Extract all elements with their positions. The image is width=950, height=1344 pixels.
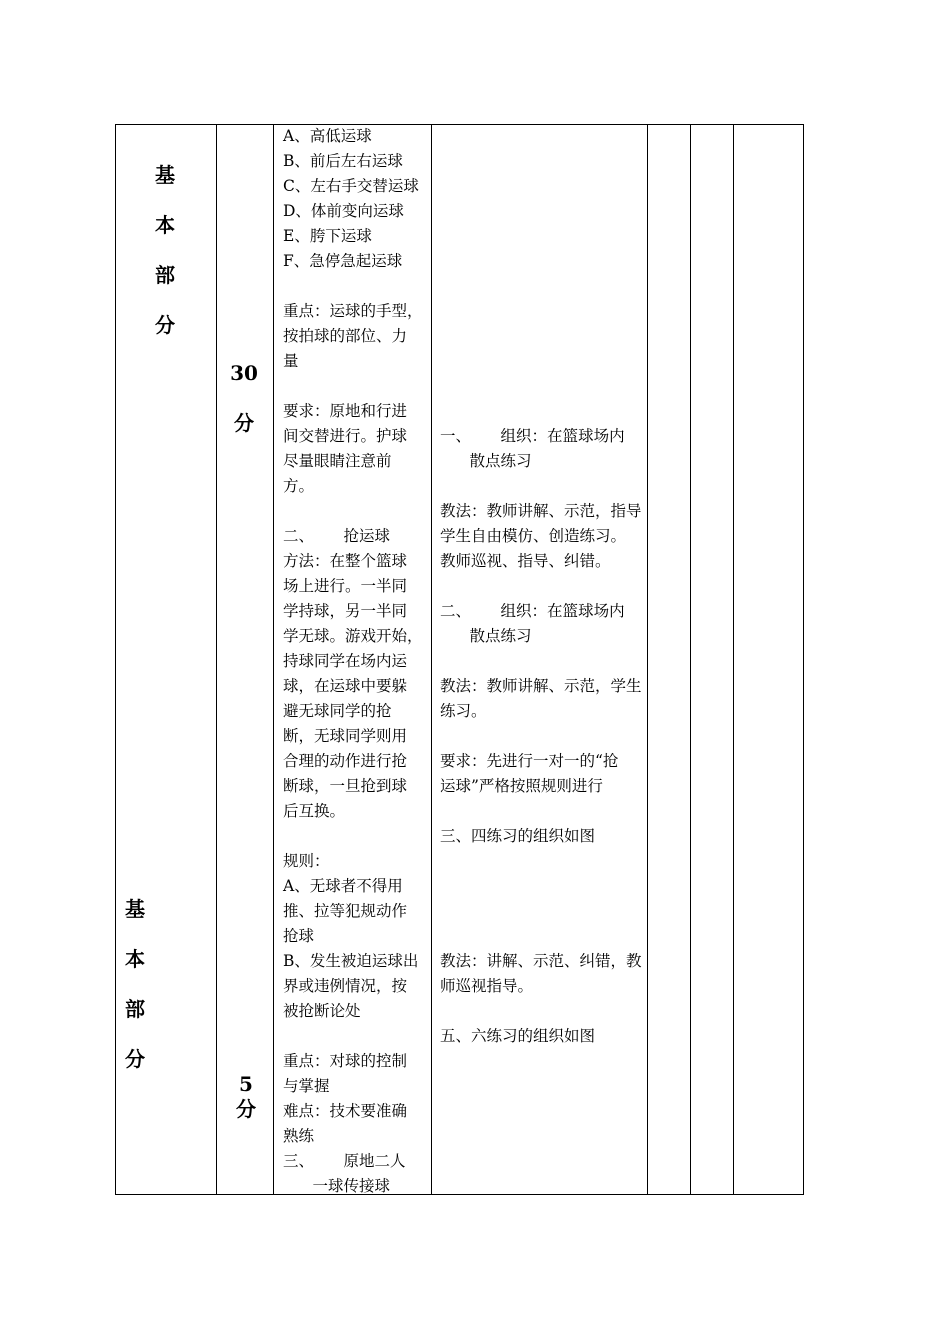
content-line: 方。	[283, 477, 315, 495]
method-line: 散点练习	[440, 627, 532, 645]
content-line: 二、 抢运球	[283, 527, 391, 545]
section-char: 基	[125, 897, 145, 921]
section-char: 部	[125, 997, 145, 1021]
content-line: 熟练	[283, 1127, 315, 1145]
column-divider	[733, 125, 734, 1194]
content-line: 要求：原地和行进	[283, 402, 408, 420]
method-line: 教法：教师讲解、示范，指导	[440, 502, 642, 520]
content-line	[283, 1024, 423, 1049]
content-line	[283, 374, 423, 399]
content-line: D、体前变向运球	[283, 202, 404, 220]
section-char: 部	[155, 263, 175, 287]
method-line	[440, 924, 642, 949]
content-line: 场上进行。一半同	[283, 577, 408, 595]
method-line: 学生自由模仿、创造练习。	[440, 527, 627, 545]
content-line: 合理的动作进行抢	[283, 752, 408, 770]
content-line: 规则：	[283, 852, 330, 870]
column-divider	[431, 125, 432, 1194]
method-line: 散点练习	[440, 452, 532, 470]
content-line: A、高低运球	[283, 127, 372, 145]
method-line: 要求：先进行一对一的“抢	[440, 752, 619, 770]
content-line: 界或违例情况，按	[283, 977, 408, 995]
content-line: 方法：在整个篮球	[283, 552, 408, 570]
content-line: B、发生被迫运球出	[283, 952, 419, 970]
method-line: 运球”严格按照规则进行	[440, 777, 603, 795]
content-line: 按拍球的部位、力	[283, 327, 408, 345]
method-line: 三、四练习的组织如图	[440, 827, 596, 845]
content-line: 推、拉等犯规动作	[283, 902, 408, 920]
content-line: 一球传接球	[283, 1177, 391, 1195]
time-unit: 分	[236, 1097, 256, 1121]
content-line: 断，无球同学则用	[283, 727, 408, 745]
content-line: 难点：技术要准确	[283, 1102, 408, 1120]
time-block-5	[226, 1072, 266, 1122]
method-line	[440, 574, 642, 599]
method-line	[440, 999, 642, 1024]
content-line: 抢球	[283, 927, 315, 945]
column-divider	[273, 125, 274, 1194]
method-line: 教法：讲解、示范、纠错，教	[440, 952, 642, 970]
section-char: 分	[125, 1047, 145, 1071]
content-line: 球，在运球中要躲	[283, 677, 408, 695]
method-line	[440, 849, 642, 874]
time-unit: 分	[234, 411, 254, 435]
section-char: 基	[155, 163, 175, 187]
section-char: 分	[155, 313, 175, 337]
content-line	[283, 499, 423, 524]
content-line: E、胯下运球	[283, 227, 372, 245]
content-line: 与掌握	[283, 1077, 330, 1095]
content-line: 量	[283, 352, 299, 370]
method-line: 师巡视指导。	[440, 977, 534, 995]
method-line	[440, 899, 642, 924]
method-line	[440, 799, 642, 824]
content-line: 重点：运球的手型，	[283, 302, 423, 320]
column-divider	[647, 125, 648, 1194]
column-divider	[690, 125, 691, 1194]
method-line	[440, 874, 642, 899]
content-line: 学持球，另一半同	[283, 602, 408, 620]
content-line: 重点：对球的控制	[283, 1052, 408, 1070]
time-number: 5	[239, 1072, 253, 1096]
content-line: 尽量眼睛注意前	[283, 452, 392, 470]
content-line: 断球，一旦抢到球	[283, 777, 408, 795]
content-line: F、急停急起运球	[283, 252, 403, 270]
content-line: 间交替进行。护球	[283, 427, 408, 445]
method-column	[440, 424, 642, 1049]
method-line: 一、 组织：在篮球场内	[440, 427, 625, 445]
method-line: 五、六练习的组织如图	[440, 1027, 596, 1045]
column-divider	[216, 125, 217, 1194]
method-line	[440, 649, 642, 674]
method-line: 二、 组织：在篮球场内	[440, 602, 625, 620]
content-column	[283, 124, 423, 1199]
content-line: A、无球者不得用	[283, 877, 403, 895]
content-line: 被抢断论处	[283, 1002, 361, 1020]
method-line: 教师巡视、指导、纠错。	[440, 552, 611, 570]
method-line	[440, 474, 642, 499]
time-block-30	[224, 348, 264, 448]
method-line: 教法：教师讲解、示范，学生	[440, 677, 642, 695]
content-line: 避无球同学的抢	[283, 702, 392, 720]
section-label-top	[150, 150, 180, 350]
method-line	[440, 724, 642, 749]
content-line: 三、 原地二人	[283, 1152, 406, 1170]
content-line	[283, 824, 423, 849]
section-char: 本	[125, 947, 145, 971]
method-line: 练习。	[440, 702, 487, 720]
content-line: 学无球。游戏开始，	[283, 627, 423, 645]
time-number: 30	[230, 361, 258, 385]
content-line: C、左右手交替运球	[283, 177, 419, 195]
content-line: B、前后左右运球	[283, 152, 403, 170]
section-label-bottom	[120, 884, 150, 1084]
content-line: 持球同学在场内运	[283, 652, 408, 670]
content-line	[283, 274, 423, 299]
content-line: 后互换。	[283, 802, 346, 820]
section-char: 本	[155, 213, 175, 237]
